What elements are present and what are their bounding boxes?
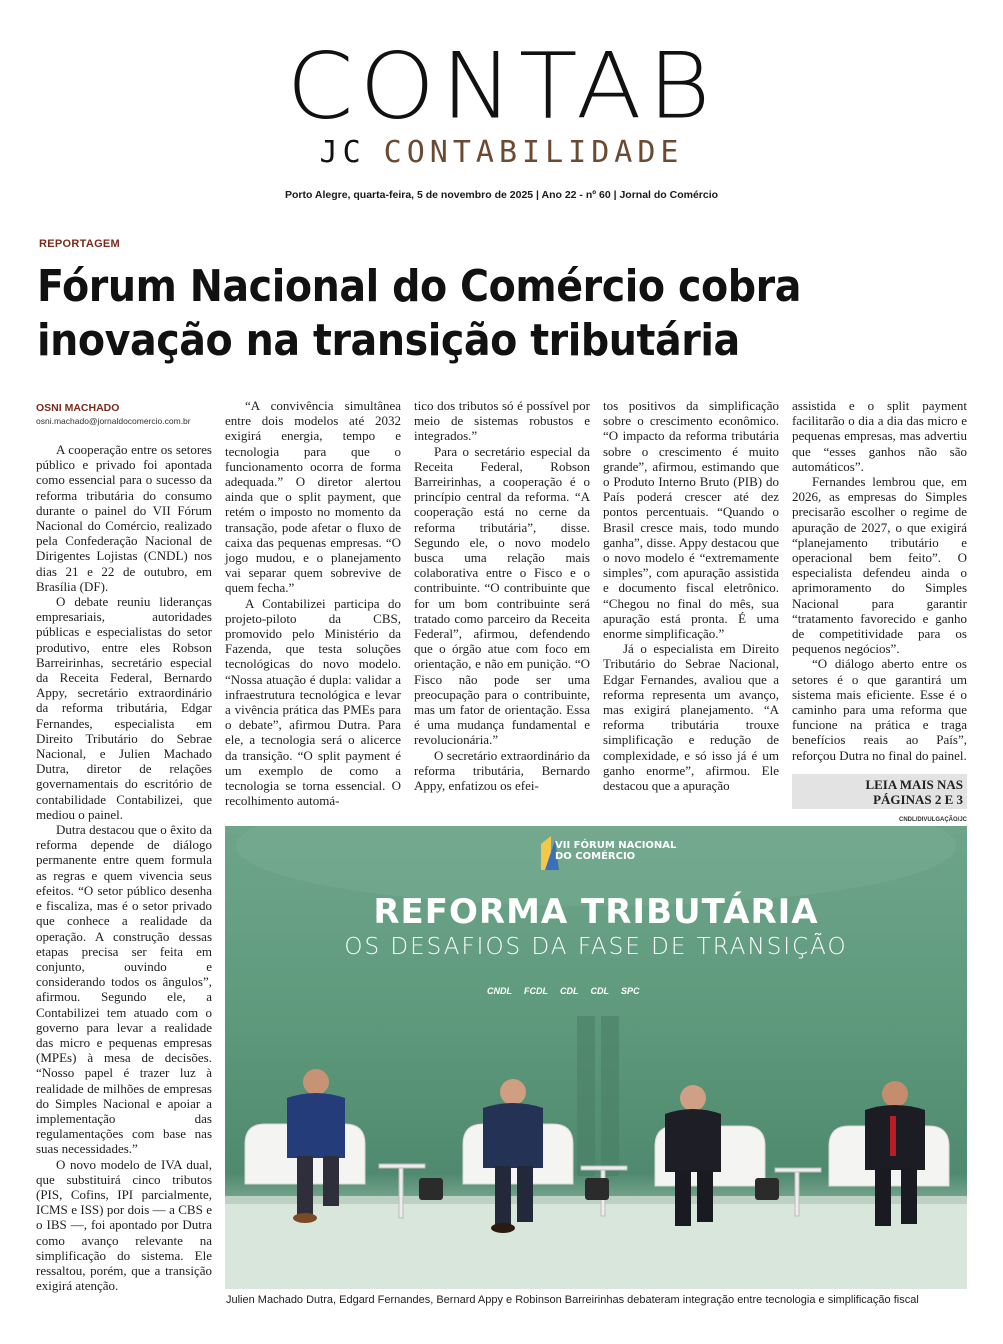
paragraph: tico dos tributos só é possível por meio de sistemas robustos e integrados.” (414, 398, 590, 444)
dateline: Porto Alegre, quarta-feira, 5 de novembro de 2025 | Ano 22 - nº 60 | Jornal do Comércio (284, 189, 719, 201)
sponsor-logos (487, 986, 640, 996)
logo-contabilidade: CONTABILIDADE (383, 135, 684, 170)
photo-credit: CNDL/DIVULGAÇÃO/JC (898, 817, 967, 823)
article-column-5 (792, 398, 967, 763)
forum-name-line-2: DO COMÉRCIO (555, 851, 636, 862)
paragraph: O secretário extraordinário da reforma tributária, Bernardo Appy, enfatizou os efei- (414, 747, 590, 794)
forum-name-line-1: VII FÓRUM NACIONAL (555, 840, 677, 851)
author-name: OSNI MACHADO (36, 402, 120, 414)
paragraph: A Contabilizei participa do projeto-piloto da CBS, promovido pelo Ministério da Fazenda, que testa soluções tecnológicas do novo modelo. “Nossa atuação é dupla: validar a infraestrutura tecnológica e levar a vivência prática das PMEs para o debate”, afirmou Dutra. Para ele, a tecnologia será o alicerce da transição. “O split payment é um exemplo de como a tecnologia se torna essencial. O recolhimento automá- (225, 595, 401, 809)
logo-jc: JC (319, 135, 366, 170)
article-column-1 (36, 442, 212, 1293)
section-label: REPORTAGEM (39, 238, 121, 250)
headline: Fórum Nacional do Comércio cobra inovação na transição tributária (37, 261, 801, 366)
paragraph: Fernandes lembrou que, em 2026, as empresas do Simples precisarão escolher o regime de apuração de 2027, o que exigirá “planejamento tributário e operacional bem feito”. O especialista defendeu ainda o aprimoramento do Simples Nacional para garantir “tratamento favorecido e ganho de competitividade para os pequenos negócios”. (792, 474, 967, 657)
paragraph: A cooperação entre os setores público e privado foi apontada como essencial para o sucesso da reforma tributária do consumo durante o painel do VII Fórum Nacional do Comércio, realizado pela Confederação Nacional de Dirigentes Lojistas (CNDL) nos dias 21 e 22 de outubro, em Brasília (DF). (36, 442, 212, 594)
article-column-3 (414, 398, 590, 793)
author-email[interactable]: osni.machado@jornaldocomercio.com.br (36, 416, 191, 426)
read-more-line-2: PÁGINAS 2 E 3 (873, 792, 963, 807)
paragraph: tos positivos da simplificação sobre o crescimento econômico. “O impacto da reforma tributária sobre o crescimento é muito grande”, afirmou, estimando que o Produto Interno Bruto (PIB) do País poderá crescer até dez pontos percentuais. “Quando o Brasil cresce mais, todo mundo ganha”, disse. Appy destacou que o novo modelo é “extremamente simples”, com apuração assistida e documento fiscal eletrônico. “Chegou no final do mês, sua apuração está pronta. É uma enorme simplificação.” (603, 398, 779, 642)
sponsor-logo: FCDL (524, 986, 548, 996)
paragraph: assistida e o split payment facilitarão o dia a dia das micro e pequenas empresas, mas advertiu que “esses ganhos não são automáticos”. (792, 398, 967, 474)
paragraph: O debate reuniu lideranças empresariais, autoridades públicas e especialistas do setor produtivo, entre eles Robson Barreirinhas, secretário especial da Receita Federal, Bernardo Appy, secretário extraordinário da reforma tributária, Edgar Fernandes, especialista em Direito Tributário do Sebrae Nacional, e Julien Machado Dutra, diretor de relações governamentais do escritório de contabilidade Contabilizei, que mediou o painel. (36, 594, 212, 822)
read-more-line-1: LEIA MAIS NAS (865, 777, 963, 792)
paragraph: O novo modelo de IVA dual, que substituirá cinco tributos (PIS, Cofins, IPI parcialmente, ICMS e ISS) por dois — a CBS e o IBS —, foi apontado por Dutra como avanço relevante na simplificação do sistema. Ele ressaltou, porém, que a transição exigirá atenção. (36, 1156, 212, 1294)
paragraph: Para o secretário especial da Receita Federal, Robson Barreirinhas, a cooperação é o princípio central da reforma. “A cooperação está no cerne da reforma tributária”, disse. Segundo ele, o novo modelo busca uma relação mais colaborativa entre o Fisco e o contribuinte. “O contribuinte que for um bom contribuinte será tratado como parceiro da Receita Federal”, afirmou, defendendo que o órgão atue com foco em orientação, e não em punição. “O Fisco não pode ser uma preocupação para o contribuinte, mas um fator de orientação. Essa é uma mudança fundamental e revolucionária.” (414, 443, 590, 748)
masthead (0, 32, 1003, 170)
sponsor-logo: CNDL (487, 986, 512, 996)
sponsor-logo: SPC (621, 986, 640, 996)
byline (36, 402, 212, 426)
article-column-4 (603, 398, 779, 793)
backdrop-title: REFORMA TRIBUTÁRIA (373, 892, 819, 932)
paragraph: “O diálogo aberto entre os setores é o que garantirá um sistema mais eficiente. Esse é o caminho para uma reforma que funcione na prática e traga benefícios reais ao País”, reforçou Dutra no final do painel. (792, 656, 967, 763)
logo-contab: CONTAB (286, 32, 717, 140)
paragraph: Já o especialista em Direito Tributário do Sebrae Nacional, Edgar Fernandes, avaliou que a reforma representa um avanço, mas exigirá planejamento. “A reforma tributária trouxe simplificação e redução de complexidade, e só isso já é um ganho enorme”, afirmou. Ele destacou que a apuração (603, 641, 779, 794)
paragraph: Dutra destacou que o êxito da reforma depende de diálogo permanente entre quem formula as regras e quem vivencia seus efeitos. “O setor público desenha e fiscaliza, mas é o setor privado que conhece a realidade da operação. A construção dessas etapas precisa ser feita em conjunto, ouvindo e considerando todos os ângulos”, afirmou. Segundo ele, a Contabilizei tem atuado com o governo para levar a realidade das micro e pequenas empresas (MPEs) à mesa de decisões. “Nosso papel é trazer luz à realidade de milhões de empresas do Simples Nacional e apoiar a implementação das regulamentações com base nas suas necessidades.” (36, 822, 212, 1157)
photo-caption: Julien Machado Dutra, Edgard Fernandes, Bernard Appy e Robinson Barreirinhas debateram integração entre tecnologia e simplificação fiscal (226, 1294, 919, 1306)
article-column-2 (225, 398, 401, 808)
read-more-box[interactable] (792, 774, 967, 809)
sponsor-logo: CDL (590, 986, 609, 996)
logo-subtitle (0, 135, 1003, 170)
forum-name (555, 840, 676, 862)
sponsor-logo: CDL (560, 986, 579, 996)
event-photo (225, 826, 967, 1289)
paragraph: “A convivência simultânea entre dois modelos até 2032 exigirá energia, tempo e tecnologia para que o funcionamento ocorra de forma adequada.” O diretor alertou ainda que o split payment, que retém o imposto no momento da transação, pode afetar o fluxo de caixa das pequenas empresas. “O jogo mudou, e o planejamento vai separar quem sobrevive de quem fecha.” (225, 398, 401, 596)
backdrop-subtitle: OS DESAFIOS DA FASE DE TRANSIÇÃO (344, 934, 848, 960)
